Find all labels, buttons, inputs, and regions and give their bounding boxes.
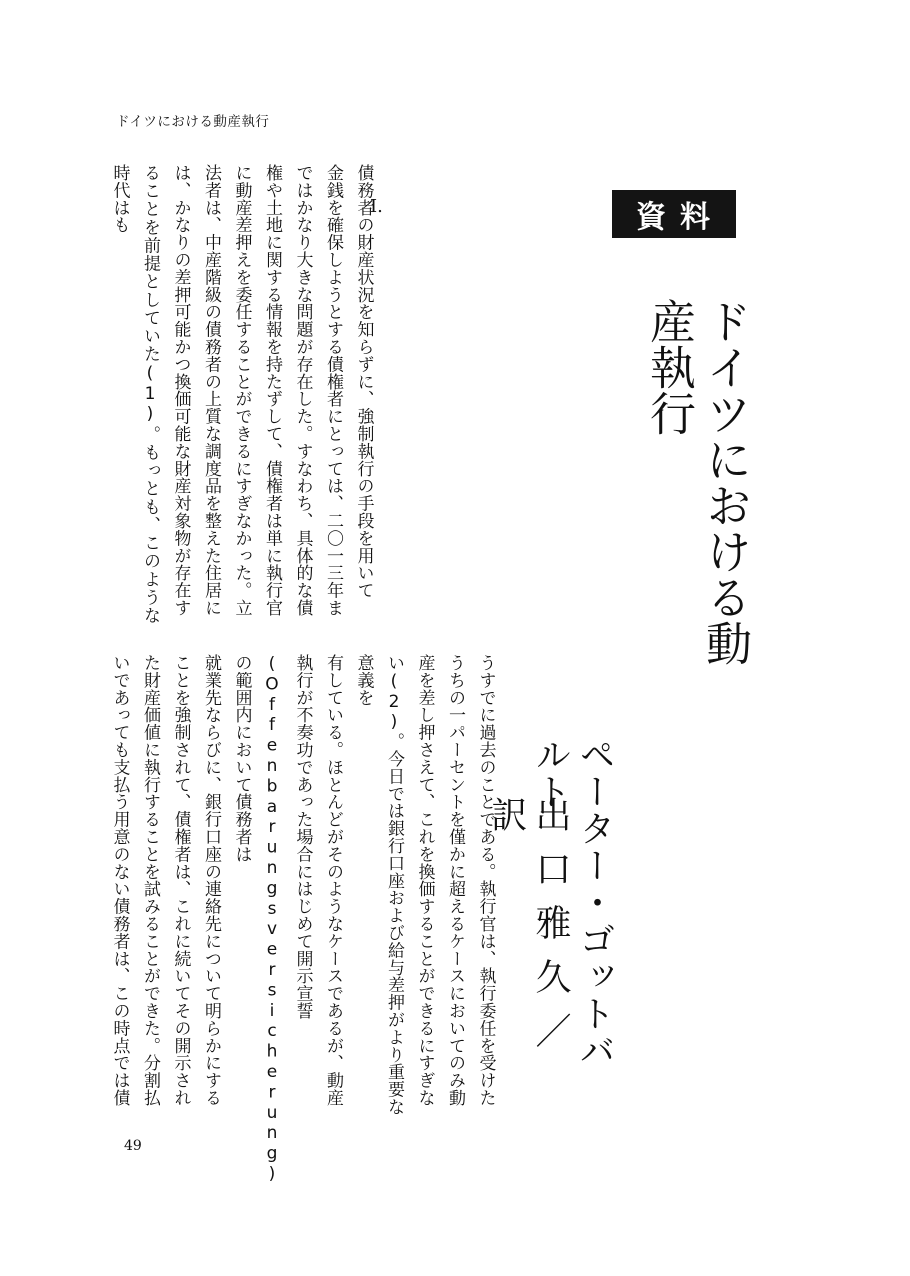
upper-line: ることを前提としていた(1)。もっとも、このような時代はも bbox=[109, 164, 160, 624]
lower-line: 就業先ならびに、銀行口座の連絡先について明らかにする bbox=[201, 654, 221, 1107]
upper-line: 権や土地に関する情報を持たずして、債権者は単に執行官 bbox=[262, 164, 282, 617]
running-head: ドイツにおける動産執行 bbox=[116, 114, 270, 130]
upper-line: ではかなり大きな問題が存在した。すなわち、具体的な債 bbox=[292, 164, 313, 617]
lower-line: うちの一パーセントを僅かに超えるケースにおいてのみ動 bbox=[445, 654, 465, 1107]
upper-line: は、かなりの差押可能かつ換価可能な財産対象物が存在す bbox=[170, 164, 191, 617]
upper-line: 法者は、中産階級の債務者の上質な調度品を整えた住居に bbox=[201, 164, 221, 617]
upper-line: 金銭を確保しようとする債権者にとっては、二〇一三年ま bbox=[323, 164, 343, 617]
lower-line: い(2)。今日では銀行口座および給与差押がより重要な意義を bbox=[353, 654, 404, 1116]
author-name: ペーター・ゴットバルト bbox=[530, 736, 615, 1069]
upper-line: 債務者の財産状況を知らずに、強制執行の手段を用いて bbox=[353, 164, 374, 599]
section-number: Ⅰ. bbox=[370, 196, 383, 217]
upper-line: に動産差押えを委任することができるにすぎなかった。立 bbox=[231, 164, 252, 617]
lower-line: 執行が不奏功であった場合にはじめて開示宣誓 bbox=[292, 654, 313, 1020]
article-title: ドイツにおける動産執行 bbox=[643, 298, 753, 666]
lower-line: いであっても支払う用意のない債務者は、この時点では債 bbox=[109, 654, 130, 1107]
lower-line: 産を差し押さえて、これを換価することができるにすぎな bbox=[414, 654, 435, 1107]
lower-line: ことを強制されて、債権者は、これに続いてその開示され bbox=[170, 654, 191, 1107]
lower-line: 有している。ほとんどがそのようなケースであるが、動産 bbox=[323, 654, 343, 1107]
body-text-upper bbox=[104, 164, 379, 624]
page-number: 49 bbox=[124, 1138, 142, 1154]
lower-line: うすでに過去のことである。執行官は、執行委任を受けた bbox=[475, 654, 496, 1107]
translator-credit: 出口雅久／訳 bbox=[486, 796, 571, 1066]
lower-line: た財産価値に執行することを試みることができた。分割払 bbox=[140, 654, 160, 1107]
lower-line: (Offenbarungsversicherung)の範囲内において債務者は bbox=[231, 654, 282, 1185]
section-label-badge: 資料 bbox=[612, 190, 736, 238]
